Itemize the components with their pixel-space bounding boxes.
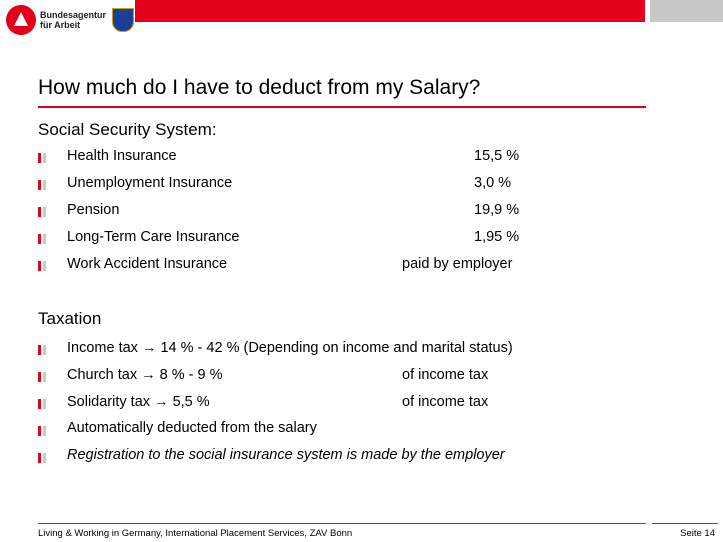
- tax-item-label: Income tax → 14 % - 42 % (Depending on income and marital status): [67, 340, 513, 356]
- bullet-icon: [38, 261, 46, 271]
- tax-item-label: Registration to the social insurance system is made by the employer: [67, 447, 505, 463]
- bullet-icon: [38, 399, 46, 409]
- tax-item-label: Automatically deducted from the salary: [67, 420, 317, 436]
- bullet-icon: [38, 234, 46, 244]
- tax-item-note: of income tax: [402, 367, 489, 383]
- bullet-icon: [38, 345, 46, 355]
- agency-logo-icon: [6, 5, 36, 35]
- social-item-label: Unemployment Insurance: [67, 175, 233, 191]
- agency-logo: [6, 5, 134, 35]
- social-item-value: 15,5 %: [474, 148, 520, 164]
- bullet-icon: [38, 207, 46, 217]
- bullet-icon: [38, 180, 46, 190]
- page-number: Seite 14: [680, 528, 715, 539]
- social-item-label: Work Accident Insurance: [67, 256, 228, 272]
- social-item-value: 1,95 %: [474, 229, 520, 245]
- bullet-icon: [38, 426, 46, 436]
- social-item-value: paid by employer: [402, 256, 513, 272]
- zav-crest-icon: [112, 8, 134, 32]
- header-red-bar: [135, 0, 645, 22]
- title-underline: [38, 106, 646, 108]
- slide-title: How much do I have to deduct from my Salary?: [38, 76, 481, 99]
- tax-item-label: Solidarity tax → 5,5 %: [67, 394, 210, 410]
- social-item-label: Long-Term Care Insurance: [67, 229, 240, 245]
- tax-item-note: of income tax: [402, 394, 489, 410]
- bullet-icon: [38, 153, 46, 163]
- social-item-value: 19,9 %: [474, 202, 520, 218]
- social-item-label: Health Insurance: [67, 148, 177, 164]
- social-item-label: Pension: [67, 202, 120, 218]
- header-gray-bar: [650, 0, 723, 22]
- taxation-heading: Taxation: [38, 309, 102, 328]
- footer-divider-right: [652, 523, 718, 524]
- footer-divider: [38, 523, 646, 524]
- bullet-icon: [38, 372, 46, 382]
- agency-logo-text: Bundesagentur für Arbeit: [40, 10, 107, 30]
- bullet-icon: [38, 453, 46, 463]
- tax-item-label: Church tax → 8 % - 9 %: [67, 367, 223, 383]
- social-security-heading: Social Security System:: [38, 120, 217, 139]
- footer-text: Living & Working in Germany, International Placement Services, ZAV Bonn: [38, 528, 353, 539]
- social-item-value: 3,0 %: [474, 175, 512, 191]
